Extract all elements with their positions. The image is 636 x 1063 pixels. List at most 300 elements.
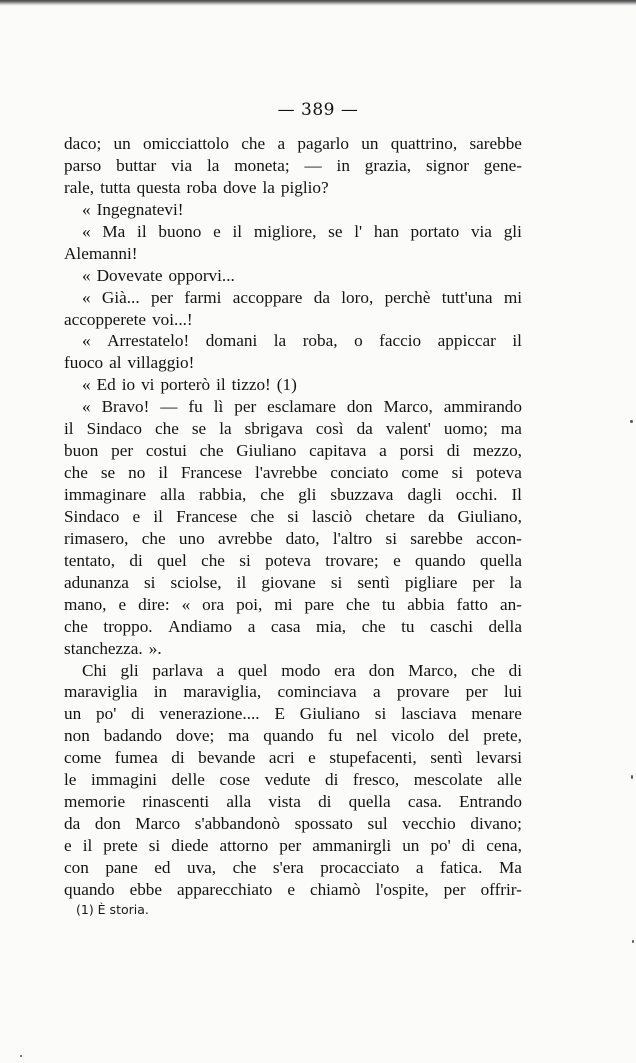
word: Il (511, 485, 522, 504)
word: per (150, 287, 173, 307)
word: uva, (186, 857, 217, 877)
word: conciato (330, 463, 389, 483)
word: don (94, 814, 121, 834)
word: roba, (302, 331, 338, 351)
footnote: (1) È storia. (76, 902, 149, 917)
word: da (313, 287, 330, 307)
word: delle (171, 770, 205, 790)
word: di (171, 748, 185, 768)
word: sentì (430, 748, 463, 768)
word: Marco, (383, 397, 433, 417)
body-text (64, 133, 522, 901)
word: badando (103, 726, 163, 746)
word: Ma (498, 857, 522, 877)
word: a (372, 682, 381, 702)
text-line (64, 835, 522, 857)
word: del (448, 726, 470, 746)
word: quando (263, 726, 314, 746)
word: per (443, 879, 466, 899)
word: sciolse, (170, 572, 222, 592)
word: spossato (294, 814, 353, 834)
word: E (274, 704, 285, 724)
word: Ingegnatevi! (96, 199, 184, 219)
word: gli (503, 221, 522, 241)
word: per (279, 836, 302, 855)
word: roba (186, 177, 218, 197)
scan-speck (20, 1055, 22, 1057)
text-line (64, 199, 522, 221)
word: tutt'una (441, 287, 493, 307)
word: an- (499, 594, 522, 614)
word: se (100, 463, 116, 483)
word: memorie (64, 792, 126, 812)
word: — (304, 155, 322, 175)
text-line (64, 396, 522, 418)
word: cose (219, 770, 250, 790)
word: moneta; (234, 155, 290, 175)
word: ed (154, 857, 171, 877)
word: si (239, 550, 251, 570)
word: accopperete (64, 309, 147, 329)
word: la (509, 572, 522, 592)
word: ammanirgli (312, 836, 392, 855)
text-line (64, 243, 522, 265)
word: il (82, 836, 93, 855)
word: che (471, 660, 495, 680)
word: no (128, 463, 146, 483)
word: mi (274, 594, 293, 614)
word: dire: (138, 594, 170, 614)
word: tizzo! (231, 375, 271, 395)
word: cena, (486, 836, 522, 855)
word: come (401, 463, 439, 483)
word: avrebbe (217, 528, 273, 548)
word: Andiamo (168, 616, 233, 636)
word: se (328, 221, 343, 241)
word: trovare; (325, 550, 379, 570)
word: che (361, 616, 386, 636)
word: poteva (476, 463, 522, 483)
word: non (64, 726, 90, 746)
word: chiamò (309, 879, 361, 899)
word: che (232, 857, 257, 877)
text-line (64, 330, 522, 352)
word: le (64, 770, 77, 790)
word: « (82, 287, 91, 307)
word: acri (268, 748, 295, 768)
word: farmi (184, 287, 222, 307)
word: piglio? (280, 177, 329, 197)
word: alla (160, 485, 185, 504)
word: prete, (483, 726, 522, 746)
text-line (64, 484, 522, 506)
word: e (118, 594, 127, 614)
word: « (181, 594, 191, 614)
word: di (461, 836, 476, 855)
word: Ma (102, 221, 126, 241)
word: la (273, 331, 287, 351)
word: con (64, 857, 89, 877)
page-top-edge (0, 0, 636, 6)
word: gli (298, 485, 317, 504)
word: il (64, 419, 74, 439)
word: ammirando (443, 397, 522, 417)
word: come (64, 748, 102, 768)
word: dato, (285, 528, 320, 548)
word: stanchezza. (64, 638, 143, 658)
word: vicolo (391, 726, 435, 746)
word: da (356, 419, 373, 439)
word: porterò (160, 375, 211, 395)
text-line (64, 747, 522, 769)
word: io (121, 375, 136, 395)
word: han (373, 221, 399, 241)
word: di (129, 550, 143, 570)
word: loro, (341, 287, 374, 307)
word: opporvi... (168, 265, 235, 285)
text-line (64, 594, 522, 616)
word: levarsi (476, 748, 522, 768)
word: « (82, 199, 91, 219)
word: mia, (316, 616, 347, 636)
word: tutta (100, 177, 131, 197)
text-line (64, 681, 522, 703)
word: adunanza (64, 572, 129, 592)
word: troppo. (103, 616, 153, 636)
word: la (262, 177, 275, 197)
word: ma (228, 726, 250, 746)
word: abbia (407, 594, 445, 614)
word: quel (157, 550, 187, 570)
word: gli (120, 660, 139, 680)
word: grazia, (364, 155, 412, 175)
word: po' (430, 836, 451, 855)
word: Francese (176, 506, 238, 526)
word: Arrestatelo! (107, 331, 190, 351)
word: il (512, 331, 522, 351)
word: per (234, 397, 257, 417)
word: venerazione.... (159, 704, 260, 724)
word: nel (356, 726, 378, 746)
word: bevande (198, 748, 256, 768)
word: apparecchiato (176, 879, 273, 899)
word: a (415, 857, 424, 877)
text-line (64, 572, 522, 594)
word: fatto (456, 594, 488, 614)
word: e (393, 550, 401, 570)
text-line (64, 287, 522, 309)
word: « (82, 265, 91, 285)
word: divano; (470, 814, 522, 834)
word: s'era (272, 857, 304, 877)
scan-speck (630, 420, 633, 423)
word: alle (497, 770, 522, 790)
word: « (82, 331, 91, 351)
word: Dovevate (96, 265, 163, 285)
word: in (153, 682, 168, 702)
word: che (64, 616, 88, 636)
page-number: — 389 — (277, 100, 359, 120)
text-line (64, 177, 522, 199)
text-line (64, 528, 522, 550)
text-line (64, 155, 522, 177)
text-line (64, 265, 522, 287)
word: mano, (64, 594, 107, 614)
word: tu (401, 616, 415, 636)
word: « (82, 397, 91, 417)
text-line (64, 221, 522, 243)
text-line (64, 550, 522, 572)
word: faccio (379, 331, 422, 351)
word: quella (348, 792, 391, 812)
word: lasciò (312, 506, 353, 526)
word: per (111, 441, 134, 461)
word: parlava (152, 660, 203, 680)
word: quel (237, 660, 268, 680)
word: sbuzzava (330, 485, 394, 504)
text-line (64, 857, 522, 879)
text-line (64, 879, 522, 901)
text-line (64, 703, 522, 725)
word: migliore, (253, 221, 317, 241)
word: tu (381, 594, 396, 614)
word: giovane (261, 572, 316, 592)
word: cominciava (277, 682, 357, 702)
word: lasciava (401, 704, 457, 724)
word: fu (188, 397, 203, 417)
word: da (64, 814, 81, 834)
word: attorno (219, 836, 269, 855)
text-line (64, 374, 522, 396)
word: provare (396, 682, 450, 702)
word: stupefacenti, (329, 748, 417, 768)
word: l'avrebbe (254, 463, 318, 483)
word: il (232, 221, 243, 241)
word: immagini (90, 770, 157, 790)
word: fatica. (440, 857, 483, 877)
word: po' (96, 704, 117, 724)
word: menare (471, 704, 522, 724)
word: pane (105, 857, 138, 877)
text-line (64, 660, 522, 682)
word: dagli (407, 485, 442, 504)
word: fu (327, 726, 343, 746)
word: quando (64, 879, 115, 899)
word: che (199, 441, 224, 461)
word: per (465, 682, 488, 702)
word: fumea (114, 748, 158, 768)
text-line (64, 616, 522, 638)
word: e (64, 836, 72, 855)
word: l' (354, 221, 363, 241)
word: il (216, 375, 226, 395)
text-line (64, 309, 522, 331)
word: a (379, 441, 387, 461)
word: Giuliano (236, 441, 297, 461)
word: o (354, 331, 363, 351)
word: parso (64, 155, 102, 175)
word: da (428, 506, 445, 526)
word: e (287, 879, 295, 899)
word: così (315, 419, 344, 439)
text-line (64, 769, 522, 791)
word: uno (178, 528, 205, 548)
word: quattrino, (390, 134, 458, 153)
word: signor (425, 155, 469, 175)
word: che (250, 506, 275, 526)
word: ma (500, 419, 522, 439)
word: poteva (265, 550, 311, 570)
word: valent' (385, 419, 431, 439)
word: perchè (384, 287, 431, 307)
word: il (236, 572, 247, 592)
word: che (201, 550, 225, 570)
text-line (64, 133, 522, 155)
word: a (277, 134, 286, 153)
word: la (206, 155, 220, 175)
word: un (402, 836, 420, 855)
word: esclamare (267, 397, 336, 417)
word: domani (205, 331, 258, 351)
word: offrir- (480, 879, 522, 899)
word: chetare (365, 506, 415, 526)
word: di (508, 660, 522, 680)
word: Ed (96, 375, 116, 395)
word: alla (226, 792, 252, 812)
word: Bravo! (101, 397, 150, 417)
word: un (113, 134, 131, 153)
word: per (472, 572, 495, 592)
word: sul (367, 814, 388, 834)
word: si (330, 572, 343, 592)
word: maraviglia, (183, 682, 262, 702)
word: vi (141, 375, 155, 395)
word: che (241, 134, 266, 153)
word: dove (223, 177, 257, 197)
word: sentì (357, 572, 390, 592)
word: che (260, 485, 285, 504)
word: di (318, 792, 332, 812)
text-line (64, 725, 522, 747)
word: diede (171, 836, 209, 855)
word: quella (480, 550, 522, 570)
word: il (153, 506, 163, 526)
word: Sindaco (86, 419, 142, 439)
word: via (171, 155, 193, 175)
word: casa (270, 616, 301, 636)
word: — (160, 397, 178, 417)
word: voi...! (152, 309, 193, 329)
word: procacciato (320, 857, 400, 877)
word: e (132, 506, 141, 526)
word: si (374, 704, 387, 724)
word: gene- (483, 155, 522, 175)
text-line (64, 813, 522, 835)
word: casa. (407, 792, 442, 812)
word: di (131, 704, 145, 724)
word: « (82, 375, 91, 395)
word: il (137, 221, 147, 241)
word: rimasero, (64, 528, 129, 548)
word: si (385, 528, 397, 548)
word: omicciattolo (143, 134, 229, 153)
word: che (154, 419, 179, 439)
word: Giuliano (299, 704, 360, 724)
word: ebbe (129, 879, 163, 899)
word: accon- (476, 528, 522, 548)
word: fuoco (64, 353, 104, 373)
word: immaginare (64, 485, 147, 504)
word: Chi (82, 660, 107, 680)
word: Già... (101, 287, 140, 307)
word: in (336, 155, 350, 175)
word: della (488, 616, 522, 636)
text-line (64, 506, 522, 528)
word: la (219, 419, 232, 439)
word: pigliare (404, 572, 458, 592)
word: che (346, 594, 370, 614)
word: lui (503, 682, 522, 702)
text-line (64, 638, 522, 660)
word: l'altro (332, 528, 373, 548)
text-line (64, 440, 522, 462)
word: mezzo, (472, 441, 522, 461)
word: maraviglia (64, 682, 138, 702)
word: Sindaco (64, 506, 120, 526)
word: vecchio (402, 814, 456, 834)
word: don (368, 660, 395, 680)
word: Giuliano, (457, 506, 522, 526)
word: uomo; (443, 419, 488, 439)
word: il (158, 463, 168, 483)
word: occhi. (455, 485, 498, 504)
word: vista (268, 792, 301, 812)
word: un (361, 134, 379, 153)
word: tentato, (64, 550, 116, 570)
word: daco; (64, 134, 102, 153)
word: sarebbe (410, 528, 463, 548)
word: poi, (236, 594, 263, 614)
word: ora (202, 594, 225, 614)
word: e (213, 221, 221, 241)
word: l'ospite, (375, 879, 429, 899)
word: lì (213, 397, 224, 417)
word: rabbia, (199, 485, 247, 504)
word: modo (281, 660, 321, 680)
word: accoppare (232, 287, 303, 307)
word: villaggio! (127, 353, 195, 373)
word: Alemanni! (64, 243, 138, 263)
word: se (191, 419, 207, 439)
word: Marco, (408, 660, 458, 680)
scan-speck (631, 775, 633, 779)
word: sarebbe (469, 134, 522, 153)
word: sbrigava (244, 419, 303, 439)
word: buono (158, 221, 202, 241)
word: di (446, 441, 461, 461)
word: appiccar (437, 331, 496, 351)
word: di (324, 770, 339, 790)
word: portato (410, 221, 460, 241)
word: si (451, 463, 464, 483)
word: don (346, 397, 373, 417)
text-line (64, 462, 522, 484)
word: a (216, 660, 225, 680)
word: quando (415, 550, 466, 570)
word: capitava (309, 441, 367, 461)
word: Francese (180, 463, 242, 483)
word: ». (148, 638, 162, 658)
